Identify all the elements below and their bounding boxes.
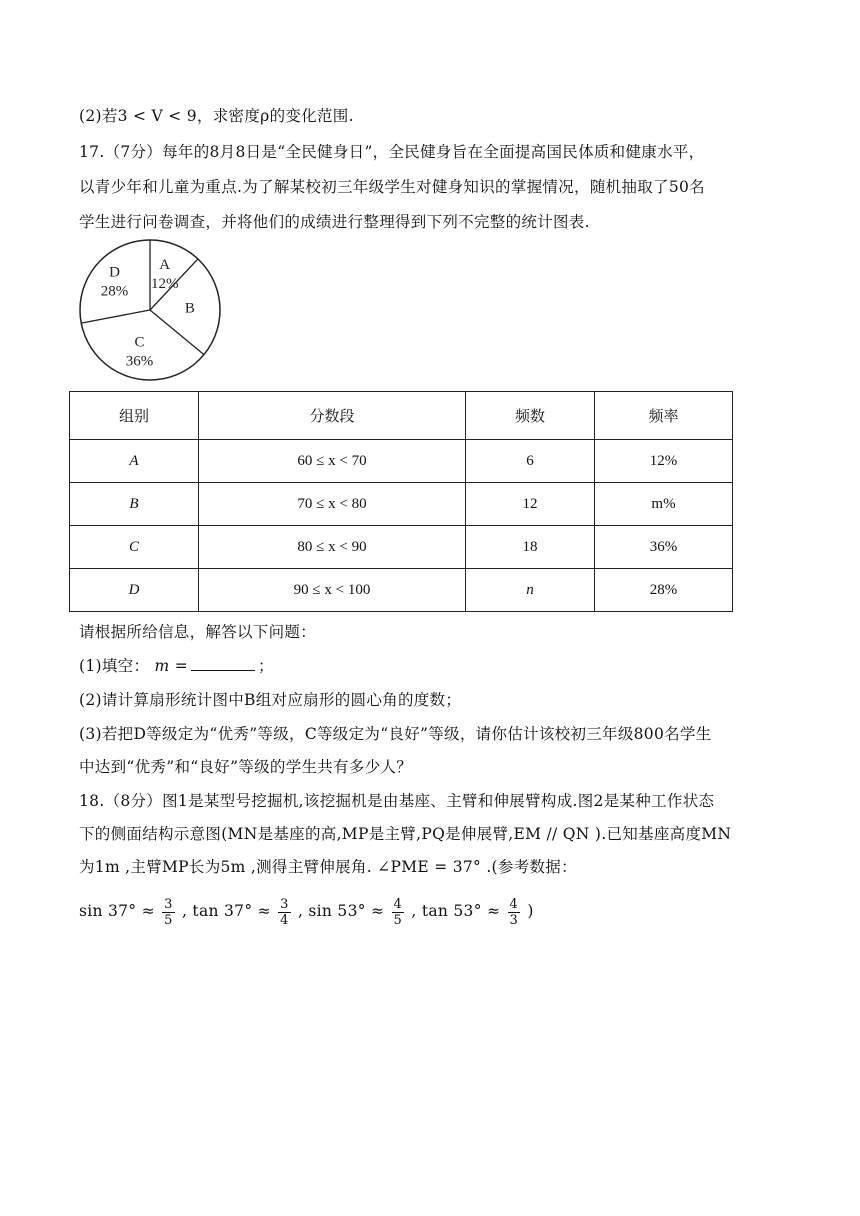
header-rate: 频率 [595, 392, 733, 440]
q18-text-line1: 18.（8分）图1是某型号挖掘机,该挖掘机是由基座、主臂和伸展臂构成.图2是某种工作状态 [79, 792, 715, 810]
header-score-range: 分数段 [199, 392, 466, 440]
fraction [162, 897, 175, 928]
fraction [508, 897, 521, 928]
cell-rate: 12% [595, 440, 733, 483]
table-row [70, 483, 733, 526]
ref-close: ) [527, 902, 534, 920]
table-header-row [70, 392, 733, 440]
q17-text-line2: 以青少年和儿童为重点.为了解某校初三年级学生对健身知识的掌握情况，随机抽取了50名 [79, 178, 705, 196]
table-row [70, 526, 733, 569]
header-frequency: 频数 [466, 392, 595, 440]
fraction-numerator: 3 [164, 896, 173, 912]
table-row [70, 569, 733, 612]
q18-text-line3: 为1m ,主臂MP长为5m ,测得主臂伸展角. ∠PME = 37° .(参考数据： [79, 858, 577, 876]
fraction-numerator: 4 [393, 896, 403, 912]
sub1-prefix: (1)填空： [79, 657, 150, 675]
q17-text-line3: 学生进行问卷调查，并将他们的成绩进行整理得到下列不完整的统计图表. [79, 213, 590, 231]
cell-frequency: n [466, 569, 595, 612]
fraction-numerator: 4 [509, 896, 519, 912]
fraction-denominator: 5 [164, 912, 173, 928]
pie-label-a: A [159, 256, 171, 273]
fraction [278, 897, 291, 928]
sub-question-3-line1: (3)若把D等级定为“优秀”等级，C等级定为“良好”等级，请你估计该校初三年级800名学生 [79, 725, 712, 743]
cell-rate: m% [595, 483, 733, 526]
ref-tan53: , tan 53° ≈ [411, 902, 501, 920]
sub-question-2: (2)请计算扇形统计图中B组对应扇形的圆心角的度数； [79, 691, 462, 709]
sub-question-3-line2: 中达到“优秀”和“良好”等级的学生共有多少人？ [79, 758, 413, 776]
pie-label-d: D [109, 264, 120, 281]
cell-rate: 28% [595, 569, 733, 612]
fraction-denominator: 4 [280, 912, 289, 928]
cell-score-range: 90 ≤ x < 100 [199, 569, 466, 612]
ref-sin37: sin 37° ≈ [79, 902, 155, 920]
cell-group: C [70, 526, 199, 569]
ref-tan37: , tan 37° ≈ [181, 902, 271, 920]
pie-chart [76, 236, 228, 384]
q18-text-line2: 下的侧面结构示意图(MN是基座的高,MP是主臂,PQ是伸展臂,EM // QN ).已知基座高度MN [79, 825, 732, 843]
cell-rate: 36% [595, 526, 733, 569]
pie-value-label-a: 12% [150, 275, 179, 292]
sub1-variable: m = [154, 657, 189, 675]
fraction-denominator: 5 [393, 912, 403, 928]
reference-data [79, 896, 534, 928]
cell-frequency: 18 [466, 526, 595, 569]
header-group: 组别 [70, 392, 199, 440]
q17-text-line1: 17.（7分）每年的8月8日是“全民健身日”，全民健身旨在全面提高国民体质和健康水平， [79, 143, 705, 161]
pie-label-b: B [184, 300, 195, 317]
sub-question-1 [79, 656, 274, 676]
answer-blank [191, 656, 255, 671]
frequency-table [69, 391, 733, 612]
table-row [70, 440, 733, 483]
cell-frequency: 12 [466, 483, 595, 526]
cell-group: B [70, 483, 199, 526]
cell-score-range: 70 ≤ x < 80 [199, 483, 466, 526]
cell-score-range: 60 ≤ x < 70 [199, 440, 466, 483]
q16-part2-text: (2)若3 < V < 9，求密度ρ的变化范围. [79, 107, 354, 125]
pie-value-label-c: 36% [125, 353, 154, 370]
cell-group: A [70, 440, 199, 483]
fraction-numerator: 3 [280, 896, 289, 912]
ref-sin53: , sin 53° ≈ [297, 902, 385, 920]
fraction-denominator: 3 [509, 912, 519, 928]
cell-group: D [70, 569, 199, 612]
cell-score-range: 80 ≤ x < 90 [199, 526, 466, 569]
cell-frequency: 6 [466, 440, 595, 483]
prompt-text: 请根据所给信息，解答以下问题： [79, 623, 317, 641]
pie-value-label-d: 28% [100, 283, 129, 300]
pie-label-c: C [134, 334, 145, 351]
fraction [392, 897, 405, 928]
sub1-end: ； [258, 657, 274, 675]
